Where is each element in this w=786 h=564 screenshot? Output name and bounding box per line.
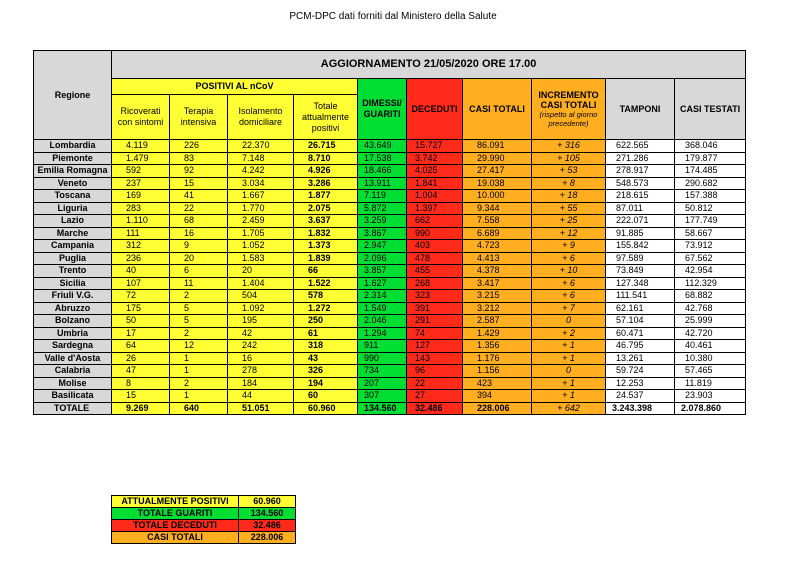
cell-isolamento: 16	[228, 352, 294, 365]
table-row	[34, 165, 746, 178]
table-row	[34, 190, 746, 203]
cell-casi-totali: 7.558	[463, 215, 532, 228]
cell-tamponi: 62.161	[606, 302, 675, 315]
cell-casi-testati: 50.812	[675, 202, 746, 215]
cell-casi-totali: 1.176	[463, 352, 532, 365]
cell-terapia: 12	[170, 340, 228, 353]
cell-tamponi: 91.885	[606, 227, 675, 240]
cell-ricoverati: 169	[112, 190, 170, 203]
header-tamponi: TAMPONI	[606, 79, 675, 140]
table-row	[34, 340, 746, 353]
summary-row	[112, 532, 296, 544]
cell-regione: Marche	[34, 227, 112, 240]
cell-deceduti: 323	[407, 290, 463, 303]
cell-deceduti: 403	[407, 240, 463, 253]
cell-terapia: 20	[170, 252, 228, 265]
cell-regione: Basilicata	[34, 390, 112, 403]
cell-dimessi: 2.947	[358, 240, 407, 253]
cell-regione: Campania	[34, 240, 112, 253]
cell-isolamento: 4.242	[228, 165, 294, 178]
cell-totale-positivi: 1.373	[294, 240, 358, 253]
cell-terapia: 5	[170, 302, 228, 315]
cell-regione: Calabria	[34, 365, 112, 378]
totale-ricoverati: 9.269	[112, 402, 170, 415]
cell-terapia: 5	[170, 315, 228, 328]
cell-incremento: + 1	[532, 340, 606, 353]
cell-isolamento: 2.459	[228, 215, 294, 228]
cell-tamponi: 622.565	[606, 140, 675, 153]
totale-terapia: 640	[170, 402, 228, 415]
cell-casi-testati: 42.768	[675, 302, 746, 315]
cell-casi-testati: 112.329	[675, 277, 746, 290]
table-row	[34, 302, 746, 315]
cell-deceduti: 3.742	[407, 152, 463, 165]
summary-label: ATTUALMENTE POSITIVI	[112, 496, 239, 508]
table-row	[34, 352, 746, 365]
cell-terapia: 2	[170, 327, 228, 340]
cell-casi-totali: 1.356	[463, 340, 532, 353]
cell-ricoverati: 4.119	[112, 140, 170, 153]
cell-ricoverati: 236	[112, 252, 170, 265]
summary-value: 60.960	[239, 496, 296, 508]
cell-regione: Piemonte	[34, 152, 112, 165]
cell-dimessi: 2.096	[358, 252, 407, 265]
cell-ricoverati: 8	[112, 377, 170, 390]
cell-incremento: + 2	[532, 327, 606, 340]
cell-deceduti: 391	[407, 302, 463, 315]
totale-casi-testati: 2.078.860	[675, 402, 746, 415]
table-row	[34, 152, 746, 165]
cell-totale-positivi: 326	[294, 365, 358, 378]
cell-incremento: + 53	[532, 165, 606, 178]
cell-casi-totali: 1.429	[463, 327, 532, 340]
cell-ricoverati: 175	[112, 302, 170, 315]
cell-casi-testati: 10.380	[675, 352, 746, 365]
cell-casi-totali: 3.215	[463, 290, 532, 303]
cell-ricoverati: 1.110	[112, 215, 170, 228]
cell-terapia: 22	[170, 202, 228, 215]
cell-casi-testati: 40.461	[675, 340, 746, 353]
cell-totale-positivi: 1.877	[294, 190, 358, 203]
table-row	[34, 377, 746, 390]
cell-ricoverati: 17	[112, 327, 170, 340]
cell-tamponi: 59.724	[606, 365, 675, 378]
summary-value: 228.006	[239, 532, 296, 544]
cell-incremento: + 10	[532, 265, 606, 278]
cell-regione: Valle d'Aosta	[34, 352, 112, 365]
cell-dimessi: 2.046	[358, 315, 407, 328]
cell-regione: Veneto	[34, 177, 112, 190]
cell-deceduti: 1.397	[407, 202, 463, 215]
cell-tamponi: 12.253	[606, 377, 675, 390]
cell-casi-totali: 6.689	[463, 227, 532, 240]
summary-row	[112, 508, 296, 520]
cell-terapia: 11	[170, 277, 228, 290]
cell-isolamento: 195	[228, 315, 294, 328]
cell-deceduti: 1.841	[407, 177, 463, 190]
document-title: PCM-DPC dati forniti dal Ministero della Salute	[289, 11, 497, 22]
header-regione: Regione	[34, 51, 112, 140]
cell-totale-positivi: 1.272	[294, 302, 358, 315]
cell-tamponi: 127.348	[606, 277, 675, 290]
header-incremento	[532, 79, 606, 140]
cell-incremento: + 6	[532, 290, 606, 303]
cell-casi-testati: 23.903	[675, 390, 746, 403]
cell-incremento: + 6	[532, 277, 606, 290]
cell-tamponi: 155.842	[606, 240, 675, 253]
cell-incremento: + 9	[532, 240, 606, 253]
summary-table	[111, 495, 296, 544]
cell-tamponi: 111.541	[606, 290, 675, 303]
cell-deceduti: 291	[407, 315, 463, 328]
cell-ricoverati: 40	[112, 265, 170, 278]
cell-dimessi: 1.549	[358, 302, 407, 315]
cell-deceduti: 22	[407, 377, 463, 390]
summary-body	[112, 496, 296, 544]
cell-isolamento: 1.770	[228, 202, 294, 215]
cell-casi-totali: 19.038	[463, 177, 532, 190]
cell-tamponi: 73.849	[606, 265, 675, 278]
cell-terapia: 92	[170, 165, 228, 178]
cell-incremento: 0	[532, 365, 606, 378]
table-body	[34, 140, 746, 415]
cell-ricoverati: 312	[112, 240, 170, 253]
cell-casi-totali: 2.587	[463, 315, 532, 328]
cell-incremento: + 6	[532, 252, 606, 265]
totale-totale-positivi: 60.960	[294, 402, 358, 415]
cell-casi-testati: 68.882	[675, 290, 746, 303]
table-row	[34, 215, 746, 228]
cell-casi-totali: 423	[463, 377, 532, 390]
cell-ricoverati: 64	[112, 340, 170, 353]
cell-incremento: + 8	[532, 177, 606, 190]
cell-dimessi: 17.538	[358, 152, 407, 165]
cell-totale-positivi: 66	[294, 265, 358, 278]
cell-dimessi: 3.857	[358, 265, 407, 278]
header-totale-positivi: Totale attualmente positivi	[294, 95, 358, 140]
header-positivi-group: POSITIVI AL nCoV	[112, 79, 358, 95]
cell-casi-testati: 11.819	[675, 377, 746, 390]
cell-deceduti: 27	[407, 390, 463, 403]
cell-casi-testati: 73.912	[675, 240, 746, 253]
summary-label: TOTALE GUARITI	[112, 508, 239, 520]
cell-ricoverati: 107	[112, 277, 170, 290]
cell-totale-positivi: 61	[294, 327, 358, 340]
table-row	[34, 327, 746, 340]
cell-incremento: + 7	[532, 302, 606, 315]
header-casi-testati: CASI TESTATI	[675, 79, 746, 140]
cell-terapia: 1	[170, 352, 228, 365]
cell-dimessi: 3.259	[358, 215, 407, 228]
cell-incremento: + 1	[532, 377, 606, 390]
cell-dimessi: 2.314	[358, 290, 407, 303]
cell-isolamento: 1.705	[228, 227, 294, 240]
totale-tamponi: 3.243.398	[606, 402, 675, 415]
cell-tamponi: 548.573	[606, 177, 675, 190]
cell-tamponi: 97.589	[606, 252, 675, 265]
cell-totale-positivi: 26.715	[294, 140, 358, 153]
totale-regione: TOTALE	[34, 402, 112, 415]
cell-incremento: + 18	[532, 190, 606, 203]
summary-row	[112, 520, 296, 532]
cell-tamponi: 60.471	[606, 327, 675, 340]
cell-casi-testati: 57.465	[675, 365, 746, 378]
cell-totale-positivi: 43	[294, 352, 358, 365]
cell-deceduti: 455	[407, 265, 463, 278]
cell-totale-positivi: 250	[294, 315, 358, 328]
cell-tamponi: 218.615	[606, 190, 675, 203]
header-isolamento: Isolamento domiciliare	[228, 95, 294, 140]
cell-totale-positivi: 1.839	[294, 252, 358, 265]
cell-deceduti: 662	[407, 215, 463, 228]
summary-label: TOTALE DECEDUTI	[112, 520, 239, 532]
cell-tamponi: 24.537	[606, 390, 675, 403]
cell-totale-positivi: 3.637	[294, 215, 358, 228]
cell-deceduti: 268	[407, 277, 463, 290]
cell-regione: Emilia Romagna	[34, 165, 112, 178]
totale-isolamento: 51.051	[228, 402, 294, 415]
cell-tamponi: 87.011	[606, 202, 675, 215]
cell-deceduti: 15.727	[407, 140, 463, 153]
cell-tamponi: 271.286	[606, 152, 675, 165]
cell-casi-testati: 58.667	[675, 227, 746, 240]
table-row	[34, 290, 746, 303]
cell-ricoverati: 26	[112, 352, 170, 365]
cell-terapia: 16	[170, 227, 228, 240]
table-row	[34, 390, 746, 403]
table-row	[34, 252, 746, 265]
cell-incremento: + 55	[532, 202, 606, 215]
cell-totale-positivi: 3.286	[294, 177, 358, 190]
cell-deceduti: 96	[407, 365, 463, 378]
cell-casi-testati: 42.954	[675, 265, 746, 278]
cell-deceduti: 143	[407, 352, 463, 365]
cell-dimessi: 7.119	[358, 190, 407, 203]
cell-casi-testati: 368.046	[675, 140, 746, 153]
cell-terapia: 6	[170, 265, 228, 278]
cell-dimessi: 1.294	[358, 327, 407, 340]
totale-casi-totali: 228.006	[463, 402, 532, 415]
cell-dimessi: 734	[358, 365, 407, 378]
header-incremento-title: INCREMENTO CASI TOTALI	[538, 90, 599, 110]
cell-terapia: 9	[170, 240, 228, 253]
summary-value: 32.486	[239, 520, 296, 532]
cell-incremento: + 1	[532, 352, 606, 365]
table-row	[34, 240, 746, 253]
cell-dimessi: 13.911	[358, 177, 407, 190]
cell-regione: Toscana	[34, 190, 112, 203]
cell-isolamento: 20	[228, 265, 294, 278]
cell-totale-positivi: 4.926	[294, 165, 358, 178]
cell-ricoverati: 47	[112, 365, 170, 378]
cell-deceduti: 74	[407, 327, 463, 340]
cell-incremento: + 105	[532, 152, 606, 165]
cell-ricoverati: 1.479	[112, 152, 170, 165]
cell-tamponi: 222.071	[606, 215, 675, 228]
cell-regione: Umbria	[34, 327, 112, 340]
cell-regione: Lombardia	[34, 140, 112, 153]
cell-dimessi: 1.627	[358, 277, 407, 290]
cell-incremento: + 25	[532, 215, 606, 228]
cell-terapia: 68	[170, 215, 228, 228]
cell-dimessi: 43.649	[358, 140, 407, 153]
cell-terapia: 2	[170, 290, 228, 303]
cell-dimessi: 990	[358, 352, 407, 365]
cell-regione: Bolzano	[34, 315, 112, 328]
cell-incremento: + 1	[532, 390, 606, 403]
summary-label: CASI TOTALI	[112, 532, 239, 544]
header-deceduti: DECEDUTI	[407, 79, 463, 140]
cell-regione: Lazio	[34, 215, 112, 228]
cell-isolamento: 1.052	[228, 240, 294, 253]
table-row	[34, 140, 746, 153]
cell-terapia: 41	[170, 190, 228, 203]
header-terapia: Terapia intensiva	[170, 95, 228, 140]
cell-totale-positivi: 1.832	[294, 227, 358, 240]
table-row	[34, 177, 746, 190]
cell-dimessi: 911	[358, 340, 407, 353]
cell-casi-testati: 42.720	[675, 327, 746, 340]
cell-regione: Sardegna	[34, 340, 112, 353]
cell-regione: Molise	[34, 377, 112, 390]
cell-casi-totali: 27.417	[463, 165, 532, 178]
header-incremento-sub: (rispetto al giorno precedente)	[539, 110, 598, 128]
cell-terapia: 1	[170, 390, 228, 403]
cell-terapia: 83	[170, 152, 228, 165]
cell-casi-testati: 67.562	[675, 252, 746, 265]
cell-dimessi: 18.466	[358, 165, 407, 178]
cell-dimessi: 307	[358, 390, 407, 403]
cell-deceduti: 4.025	[407, 165, 463, 178]
cell-casi-testati: 157.388	[675, 190, 746, 203]
covid-regional-table	[33, 50, 746, 415]
cell-regione: Friuli V.G.	[34, 290, 112, 303]
cell-casi-totali: 4.413	[463, 252, 532, 265]
cell-regione: Abruzzo	[34, 302, 112, 315]
cell-isolamento: 1.667	[228, 190, 294, 203]
cell-deceduti: 990	[407, 227, 463, 240]
cell-ricoverati: 111	[112, 227, 170, 240]
cell-casi-totali: 10.000	[463, 190, 532, 203]
cell-dimessi: 3.867	[358, 227, 407, 240]
header-ricoverati: Ricoverati con sintomi	[112, 95, 170, 140]
cell-isolamento: 1.092	[228, 302, 294, 315]
cell-regione: Sicilia	[34, 277, 112, 290]
cell-terapia: 226	[170, 140, 228, 153]
cell-incremento: + 316	[532, 140, 606, 153]
update-timestamp: AGGIORNAMENTO 21/05/2020 ORE 17.00	[112, 51, 746, 79]
cell-deceduti: 1.004	[407, 190, 463, 203]
table-row	[34, 202, 746, 215]
cell-casi-testati: 290.682	[675, 177, 746, 190]
cell-isolamento: 278	[228, 365, 294, 378]
cell-casi-totali: 4.723	[463, 240, 532, 253]
cell-ricoverati: 237	[112, 177, 170, 190]
cell-casi-totali: 86.091	[463, 140, 532, 153]
cell-casi-totali: 4.378	[463, 265, 532, 278]
cell-casi-testati: 177.749	[675, 215, 746, 228]
cell-tamponi: 46.795	[606, 340, 675, 353]
cell-isolamento: 3.034	[228, 177, 294, 190]
cell-ricoverati: 72	[112, 290, 170, 303]
totale-deceduti: 32.486	[407, 402, 463, 415]
cell-totale-positivi: 318	[294, 340, 358, 353]
cell-totale-positivi: 2.075	[294, 202, 358, 215]
cell-isolamento: 7.148	[228, 152, 294, 165]
cell-ricoverati: 283	[112, 202, 170, 215]
cell-totale-positivi: 60	[294, 390, 358, 403]
cell-deceduti: 127	[407, 340, 463, 353]
cell-regione: Puglia	[34, 252, 112, 265]
cell-casi-testati: 179.877	[675, 152, 746, 165]
cell-deceduti: 478	[407, 252, 463, 265]
table-row	[34, 315, 746, 328]
cell-isolamento: 504	[228, 290, 294, 303]
cell-ricoverati: 592	[112, 165, 170, 178]
cell-isolamento: 44	[228, 390, 294, 403]
cell-casi-totali: 29.990	[463, 152, 532, 165]
cell-isolamento: 1.404	[228, 277, 294, 290]
summary-value: 134.560	[239, 508, 296, 520]
totale-row	[34, 402, 746, 415]
cell-totale-positivi: 578	[294, 290, 358, 303]
cell-ricoverati: 50	[112, 315, 170, 328]
cell-dimessi: 5.872	[358, 202, 407, 215]
totale-dimessi: 134.560	[358, 402, 407, 415]
cell-isolamento: 242	[228, 340, 294, 353]
cell-isolamento: 1.583	[228, 252, 294, 265]
cell-ricoverati: 15	[112, 390, 170, 403]
cell-incremento: + 12	[532, 227, 606, 240]
cell-incremento: 0	[532, 315, 606, 328]
summary-row	[112, 496, 296, 508]
cell-tamponi: 278.917	[606, 165, 675, 178]
cell-casi-totali: 3.212	[463, 302, 532, 315]
cell-tamponi: 13.261	[606, 352, 675, 365]
table-row	[34, 365, 746, 378]
cell-totale-positivi: 194	[294, 377, 358, 390]
table-row	[34, 227, 746, 240]
cell-regione: Trento	[34, 265, 112, 278]
table-row	[34, 265, 746, 278]
cell-casi-totali: 3.417	[463, 277, 532, 290]
cell-isolamento: 42	[228, 327, 294, 340]
cell-totale-positivi: 8.710	[294, 152, 358, 165]
cell-casi-totali: 9.344	[463, 202, 532, 215]
cell-casi-totali: 1.156	[463, 365, 532, 378]
cell-casi-testati: 174.485	[675, 165, 746, 178]
cell-terapia: 2	[170, 377, 228, 390]
totale-incremento: + 642	[532, 402, 606, 415]
header-dimessi: DIMESSI/ GUARITI	[358, 79, 407, 140]
cell-totale-positivi: 1.522	[294, 277, 358, 290]
cell-casi-totali: 394	[463, 390, 532, 403]
cell-isolamento: 22.370	[228, 140, 294, 153]
cell-isolamento: 184	[228, 377, 294, 390]
cell-regione: Liguria	[34, 202, 112, 215]
cell-casi-testati: 25.999	[675, 315, 746, 328]
cell-terapia: 15	[170, 177, 228, 190]
table-row	[34, 277, 746, 290]
cell-terapia: 1	[170, 365, 228, 378]
cell-dimessi: 207	[358, 377, 407, 390]
cell-tamponi: 57.104	[606, 315, 675, 328]
header-casi-totali: CASI TOTALI	[463, 79, 532, 140]
